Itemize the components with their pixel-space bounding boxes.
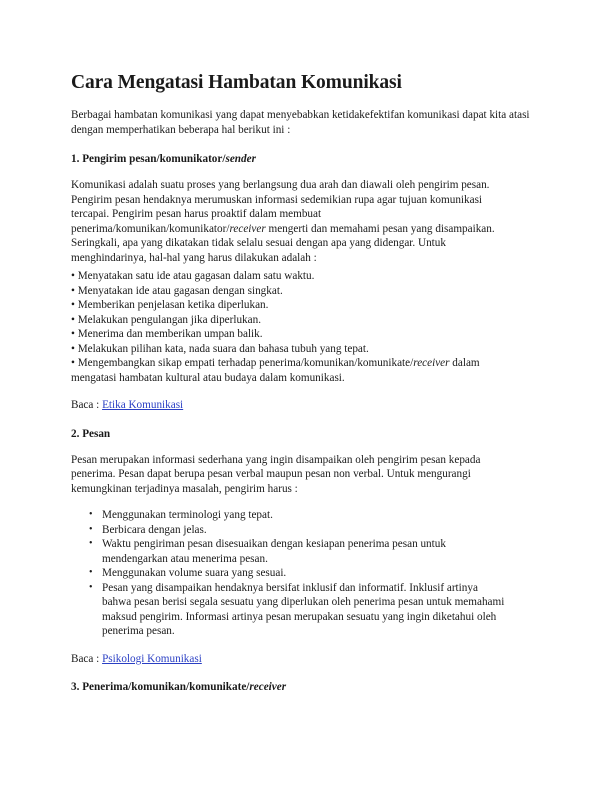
section1-list [71,269,541,385]
baca-etika: Baca : Etika Komunikasi [71,399,184,411]
list-item: • Memberikan penjelasan ketika diperlukan. [71,299,269,311]
section2-paragraph: Pesan merupakan informasi sederhana yang ingin disampaikan oleh pengirim pesan kepada penerima. Pesan dapat berupa pesan verbal maupun pesan non verbal. Untuk mengurangi kemungkinan terjadinya masalah, pengirim harus : [71,453,481,495]
section3-heading: 3. Penerima/komunikan/komunikate/receiver [71,681,287,693]
bullet-icon: • [89,509,93,520]
link-etika-komunikasi[interactable]: Etika Komunikasi [102,399,184,411]
list-item: • Berbicara dengan jelas. [89,523,207,536]
list-item: • Mengembangkan sikap empati terhadap penerima/komunikan/komunikate/receiver dalam [71,357,480,369]
baca-psikologi: Baca : Psikologi Komunikasi [71,652,202,665]
list-item: • Pesan yang disampaikan hendaknya bersifat inklusif dan informatif. Inklusif artinya bahwa pesan berisi segala sesuatu yang diperlukan oleh penerima pesan untuk memahami maksud pengirim. Informasi artinya pesan merupakan sesuatu yang ingin diketahui oleh penerima pesan. [89,581,505,637]
list-item: • Menggunakan terminologi yang tepat. [89,509,273,521]
section2-heading: 2. Pesan [71,427,111,440]
article-title: Cara Mengatasi Hambatan Komunikasi [71,72,402,93]
list-item: • Melakukan pengulangan jika diperlukan. [71,313,262,326]
section1-paragraph: Komunikasi adalah suatu proses yang berlangsung dua arah dan diawali oleh pengirim pesan. Pengirim pesan hendaknya merumuskan informasi sedemikian rupa agar tujuan komunikasi tercapai. Pengirim pesan harus proaktif dalam membuat penerima/komunikan/komunikator/receiver mengerti dan memahami pesan yang disampaikan. Seringkali, apa yang dikatakan tidak selalu sesuai dengan apa yang didengar. Untuk menghindarinya, hal-hal yang harus dilakukan adalah : [71,179,495,264]
link-psikologi-komunikasi[interactable]: Psikologi Komunikasi [102,652,202,665]
list-item: • Menerima dan memberikan umpan balik. [71,328,263,340]
bullet-icon: • [89,538,93,549]
section2-list [71,508,541,639]
list-item: • Menggunakan volume suara yang sesuai. [89,567,287,579]
list-item: • Melakukan pilihan kata, nada suara dan bahasa tubuh yang tepat. [71,342,369,355]
bullet-icon: • [89,581,93,593]
list-item: • Waktu pengiriman pesan disesuaikan dengan kesiapan penerima pesan untuk mendengarkan atau menerima pesan. [89,538,446,565]
section1-heading: 1. Pengirim pesan/komunikator/sender [71,153,256,165]
intro-paragraph: Berbagai hambatan komunikasi yang dapat menyebabkan ketidakefektifan komunikasi dapat kita atasi dengan memperhatikan beberapa hal berikut ini : [71,109,530,136]
bullet-icon: • [89,567,93,578]
bullet-icon: • [89,523,93,535]
list-item: • Menyatakan satu ide atau gagasan dalam satu waktu. [71,270,315,282]
article-body [71,72,541,706]
list-item: • Menyatakan ide atau gagasan dengan singkat. [71,284,283,297]
list-item-continuation: mengatasi hambatan kultural atau budaya dalam komunikasi. [71,371,345,384]
